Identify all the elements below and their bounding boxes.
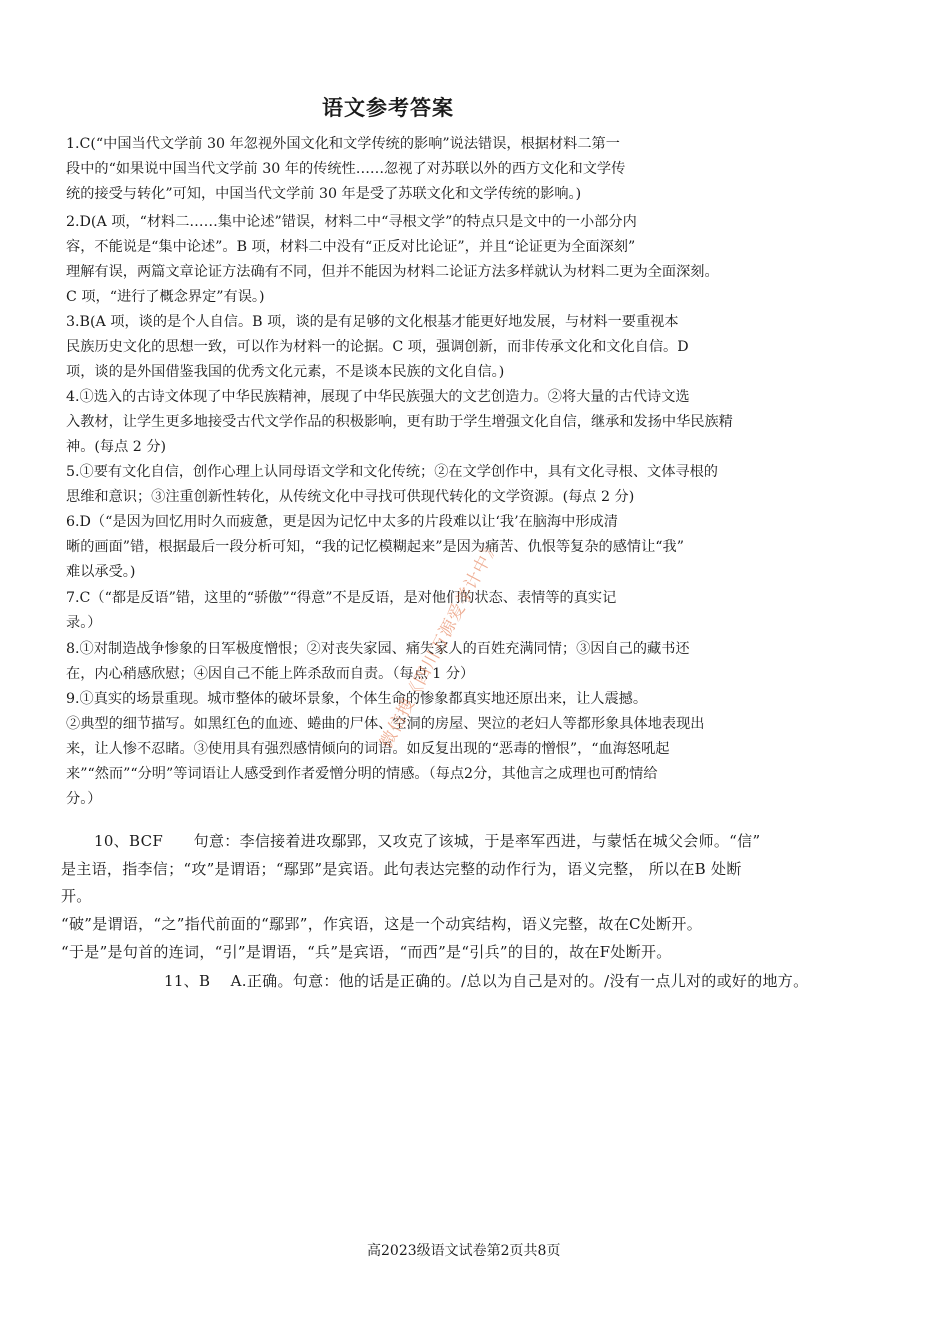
document-title: 语文参考答案 xyxy=(322,96,454,120)
page-footer: 高2023级语文试卷第2页共8页 xyxy=(367,1243,561,1259)
answer-line: 思维和意识；③注重创新性转化，从传统文化中寻找可供现代转化的文学资源。(每点 2 分) xyxy=(66,489,635,505)
answer-line: 9.①真实的场景重现。城市整体的破坏景象，个体生命的惨象都真实地还原出来，让人震撼。 xyxy=(66,691,648,707)
answer-line: 神。(每点 2 分) xyxy=(66,439,167,455)
answer-line: 晰的画面”错，根据最后一段分析可知，“我的记忆模糊起来”是因为痛苦、仇恨等复杂的感情让“我” xyxy=(66,539,684,555)
answer-line: 是主语，指李信；“攻”是谓语；“鄢郢”是宾语。此句表达完整的动作行为，语义完整， 所以在B 处断 xyxy=(61,860,742,878)
answer-line: 理解有误，两篇文章论证方法确有不同，但并不能因为材料二论证方法多样就认为材料二更为全面深刻。 xyxy=(66,264,719,280)
answer-line: 段中的“如果说中国当代文学前 30 年的传统性……忽视了对苏联以外的西方文化和文学传 xyxy=(66,161,626,177)
answer-line: 分。） xyxy=(66,791,102,807)
answer-line: “于是”是句首的连词，“引”是谓语，“兵”是宾语，“而西”是“引兵”的目的，故在F处断开。 xyxy=(61,943,672,961)
answer-line: 在，内心稍感欣慰；④因自己不能上阵杀敌而自责。（每点 1 分） xyxy=(66,666,475,682)
answer-line: 录。） xyxy=(66,615,102,631)
watermark-stamp: 微信搜《四川万源爱学计中》 xyxy=(376,535,504,752)
answer-line: 3.B(A 项，谈的是个人自信。B 项，谈的是有足够的文化根基才能更好地发展，与材料一要重视本 xyxy=(66,314,679,330)
answer-line: 7.C（“都是反语”错，这里的“骄傲”“得意”不是反语，是对他们的状态、表情等的真实记 xyxy=(66,590,617,606)
answer-line: 8.①对制造战争惨象的日军极度憎恨；②对丧失家园、痛失家人的百姓充满同情；③因自己的藏书还 xyxy=(66,641,690,657)
answer-line: 项，谈的是外国借鉴我国的优秀文化元素，不是谈本民族的文化自信。) xyxy=(66,364,505,380)
answer-line: 容，不能说是“集中论述”。B 项，材料二中没有“正反对比论证”，并且“论证更为全面深刻” xyxy=(66,239,636,255)
answer-line: 入教材，让学生更多地接受古代文学作品的积极影响，更有助于学生增强文化自信，继承和发扬中华民族精 xyxy=(66,414,733,430)
answer-line: 10、BCF 句意：李信接着进攻鄢郢，又攻克了该城，于是率军西进，与蒙恬在城父会师。“信” xyxy=(94,832,761,850)
answer-line: 来”“然而”“分明”等词语让人感受到作者爱憎分明的情感。（每点2分，其他言之成理也可酌情给 xyxy=(66,766,658,782)
answer-line: 统的接受与转化”可知，中国当代文学前 30 年是受了苏联文化和文学传统的影响。) xyxy=(66,186,582,202)
answer-line: ②典型的细节描写。如黑红色的血迹、蜷曲的尸体、空洞的房屋、哭泣的老妇人等都形象具体地表现出 xyxy=(66,716,705,732)
answer-line: “破”是谓语，“之”指代前面的“鄢郢”，作宾语，这是一个动宾结构，语义完整，故在C处断开。 xyxy=(61,915,702,933)
answer-line: 11、B A.正确。句意：他的话是正确的。/总以为自己是对的。/没有一点儿对的或好的地方。 xyxy=(164,972,809,990)
answer-line: 6.D（“是因为回忆用时久而疲惫，更是因为记忆中太多的片段难以让‘我’在脑海中形成清 xyxy=(66,514,618,530)
answer-line: C 项，“进行了概念界定”有误。) xyxy=(66,289,265,305)
answer-line: 民族历史文化的思想一致，可以作为材料一的论据。C 项，强调创新，而非传承文化和文化自信。D xyxy=(66,339,689,355)
answer-line: 开。 xyxy=(61,887,92,905)
answer-line: 难以承受。) xyxy=(66,564,136,580)
answer-line: 来，让人惨不忍睹。③使用具有强烈感情倾向的词语。如反复出现的“恶毒的憎恨”，“血海怒吼起 xyxy=(66,741,670,757)
answer-line: 1.C(“中国当代文学前 30 年忽视外国文化和文学传统的影响”说法错误，根据材料二第一 xyxy=(66,136,620,152)
answer-line: 2.D(A 项，“材料二……集中论述”错误，材料二中“寻根文学”的特点只是文中的一小部分内 xyxy=(66,214,637,230)
answer-line: 4.①选入的古诗文体现了中华民族精神，展现了中华民族强大的文艺创造力。②将大量的古代诗文选 xyxy=(66,389,690,405)
answer-line: 5.①要有文化自信，创作心理上认同母语文学和文化传统；②在文学创作中，具有文化寻根、文体寻根的 xyxy=(66,464,718,480)
